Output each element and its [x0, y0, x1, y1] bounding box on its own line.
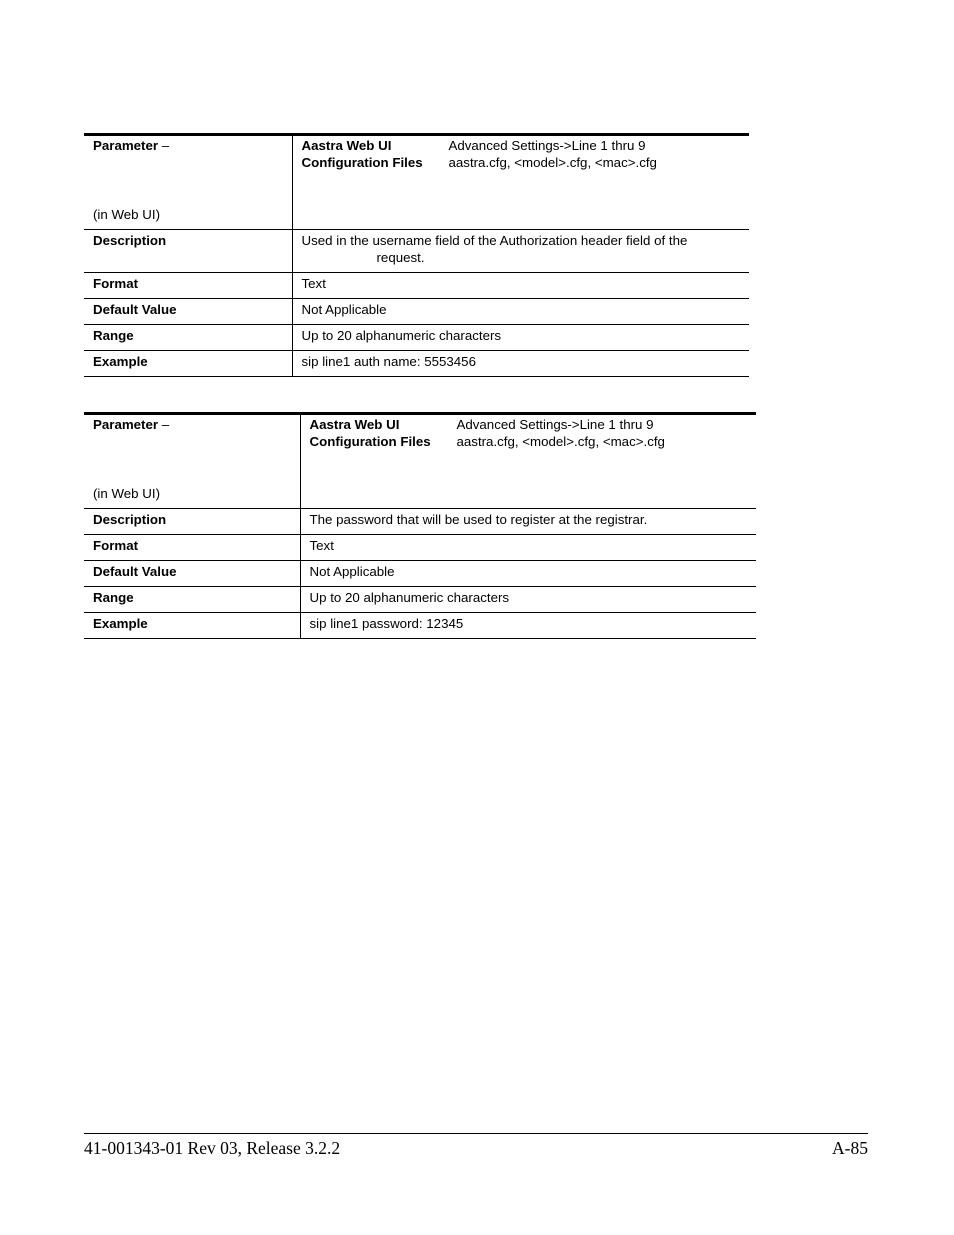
config-files-key: Configuration Files — [301, 155, 423, 170]
parameter-table-auth-name — [84, 133, 749, 377]
format-row — [84, 273, 749, 299]
row-label: Default Value — [84, 561, 300, 587]
description-row — [84, 230, 749, 273]
range-row — [84, 587, 756, 613]
example-row — [84, 613, 756, 639]
row-label: Format — [84, 273, 292, 299]
parameter-table-password — [84, 412, 756, 639]
description-row — [84, 509, 756, 535]
description-line-2: request. — [376, 250, 425, 265]
description-line-1: Used in the username field of the Authorization header field of the — [301, 233, 688, 248]
row-value: Not Applicable — [292, 299, 749, 325]
web-ui-key: Aastra Web UI — [309, 417, 400, 432]
parameter-header-row — [84, 135, 749, 230]
row-value: sip line1 auth name: 5553456 — [292, 351, 749, 377]
row-label: Example — [84, 351, 292, 377]
row-label: Range — [84, 325, 292, 351]
parameter-dash: – — [158, 138, 170, 153]
row-label: Default Value — [84, 299, 292, 325]
example-row — [84, 351, 749, 377]
row-value: Up to 20 alphanumeric characters — [292, 325, 749, 351]
row-label: Range — [84, 587, 300, 613]
in-web-ui-note: (in Web UI) — [93, 207, 160, 222]
config-files-key: Configuration Files — [309, 434, 431, 449]
row-label: Description — [84, 509, 300, 535]
in-web-ui-note: (in Web UI) — [93, 486, 160, 501]
parameter-label: Parameter — [93, 138, 159, 153]
row-value: Text — [300, 535, 756, 561]
parameter-header-cell — [84, 414, 300, 509]
row-label: Format — [84, 535, 300, 561]
default-value-row — [84, 299, 749, 325]
web-ui-path: Advanced Settings->Line 1 thru 9 — [448, 138, 646, 153]
row-value: sip line1 password: 12345 — [300, 613, 756, 639]
parameter-header-cell — [84, 135, 292, 230]
parameter-dash: – — [158, 417, 170, 432]
footer-document-reference: 41-001343-01 Rev 03, Release 3.2.2 — [84, 1138, 341, 1158]
default-value-row — [84, 561, 756, 587]
parameter-location-cell — [300, 414, 756, 509]
row-value: Up to 20 alphanumeric characters — [300, 587, 756, 613]
parameter-header-row — [84, 414, 756, 509]
description-value — [292, 230, 749, 273]
footer-page-number: A-85 — [832, 1138, 868, 1158]
range-row — [84, 325, 749, 351]
format-row — [84, 535, 756, 561]
footer-divider — [84, 1133, 868, 1134]
parameter-location-cell — [292, 135, 749, 230]
row-value: Text — [292, 273, 749, 299]
parameter-label: Parameter — [93, 417, 159, 432]
row-label: Description — [84, 230, 292, 273]
config-files-list: aastra.cfg, <model>.cfg, <mac>.cfg — [448, 155, 657, 170]
row-label: Example — [84, 613, 300, 639]
row-value: The password that will be used to register at the registrar. — [300, 509, 756, 535]
row-value: Not Applicable — [300, 561, 756, 587]
config-files-list: aastra.cfg, <model>.cfg, <mac>.cfg — [456, 434, 665, 449]
web-ui-key: Aastra Web UI — [301, 138, 392, 153]
web-ui-path: Advanced Settings->Line 1 thru 9 — [456, 417, 654, 432]
